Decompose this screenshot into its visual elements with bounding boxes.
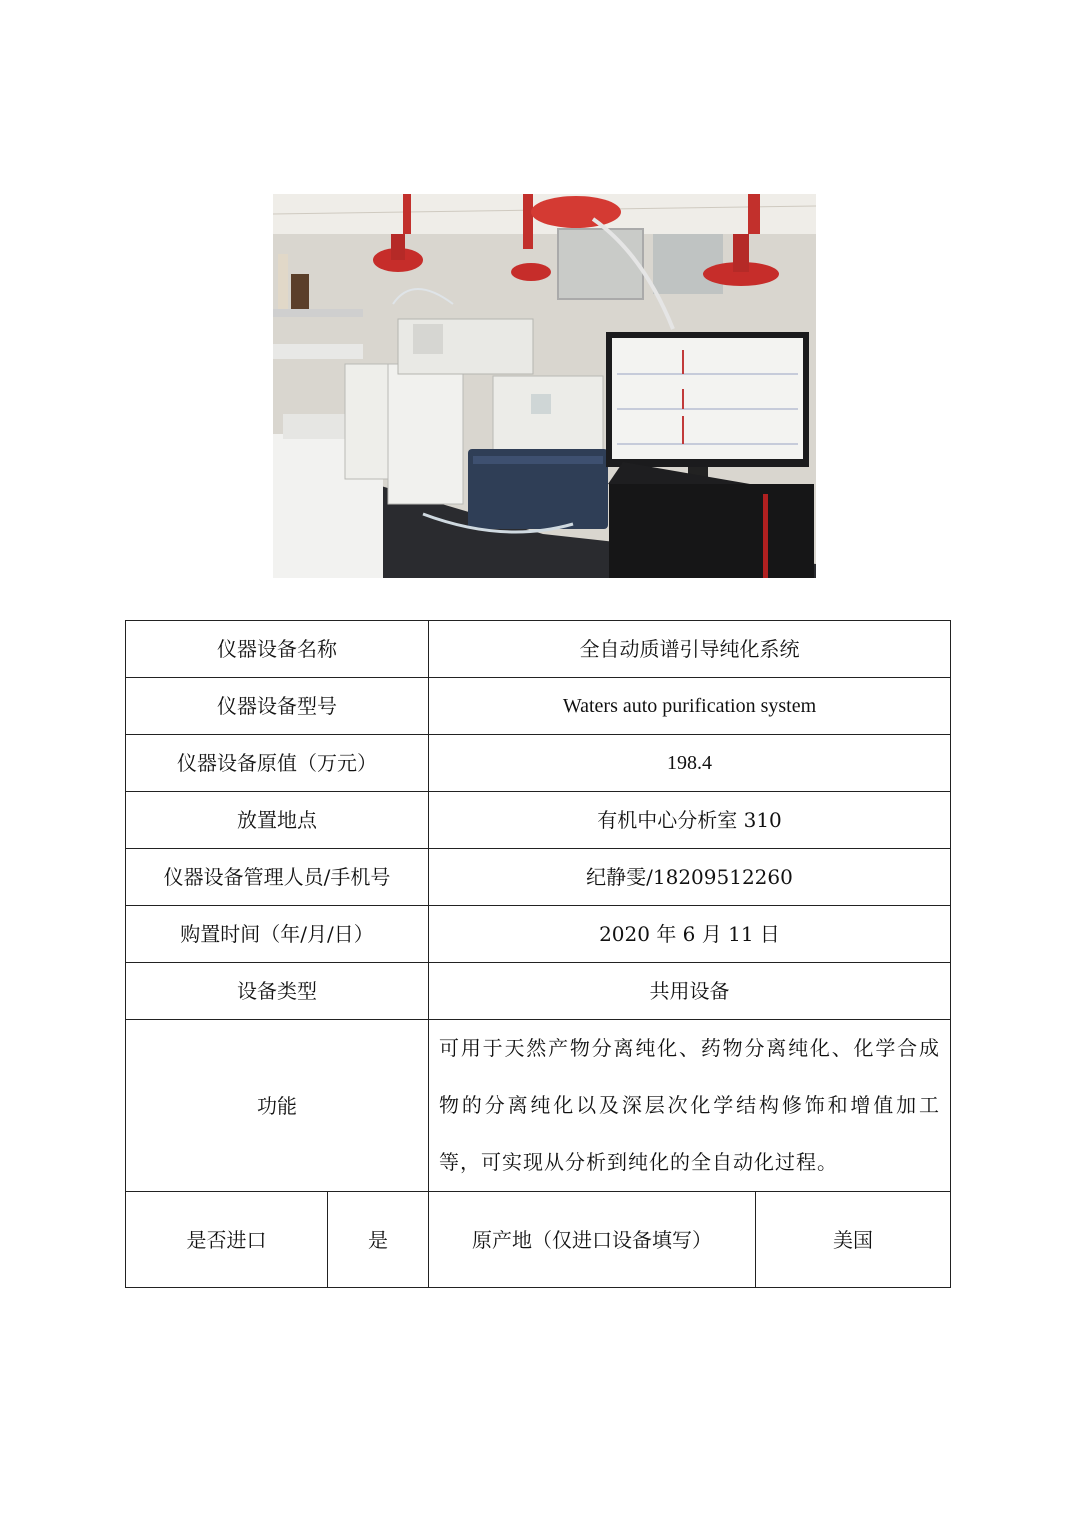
table-row (126, 849, 951, 906)
table-row (126, 906, 951, 963)
row-value-model: Waters auto purification system (429, 678, 951, 735)
row-value-location: 有机中心分析室 310 (429, 792, 951, 849)
row-label-location: 放置地点 (126, 792, 429, 849)
table-row (126, 1192, 951, 1288)
row-value-name: 全自动质谱引导纯化系统 (429, 621, 951, 678)
row-label-model: 仪器设备型号 (126, 678, 429, 735)
row-label-purchase-date: 购置时间（年/月/日） (126, 906, 429, 963)
table-row (126, 963, 951, 1020)
row-value-origin: 美国 (756, 1192, 951, 1288)
equipment-photo (273, 194, 816, 578)
row-value-imported: 是 (328, 1192, 429, 1288)
row-label-origin: 原产地（仅进口设备填写） (429, 1192, 756, 1288)
row-value-manager: 纪静雯/18209512260 (429, 849, 951, 906)
table-row (126, 621, 951, 678)
row-value-price: 198.4 (429, 735, 951, 792)
table-row (126, 1020, 951, 1192)
row-label-name: 仪器设备名称 (126, 621, 429, 678)
equipment-info-table (125, 620, 951, 1288)
row-value-type: 共用设备 (429, 963, 951, 1020)
row-value-purchase-date: 2020 年 6 月 11 日 (429, 906, 951, 963)
table-row (126, 735, 951, 792)
row-label-function: 功能 (126, 1020, 429, 1192)
row-label-type: 设备类型 (126, 963, 429, 1020)
table-row (126, 678, 951, 735)
row-label-manager: 仪器设备管理人员/手机号 (126, 849, 429, 906)
row-label-imported: 是否进口 (126, 1192, 328, 1288)
table-row (126, 792, 951, 849)
row-label-price: 仪器设备原值（万元） (126, 735, 429, 792)
row-value-function: 可用于天然产物分离纯化、药物分离纯化、化学合成物的分离纯化以及深层次化学结构修饰和增值加工等，可实现从分析到纯化的全自动化过程。 (429, 1020, 951, 1192)
